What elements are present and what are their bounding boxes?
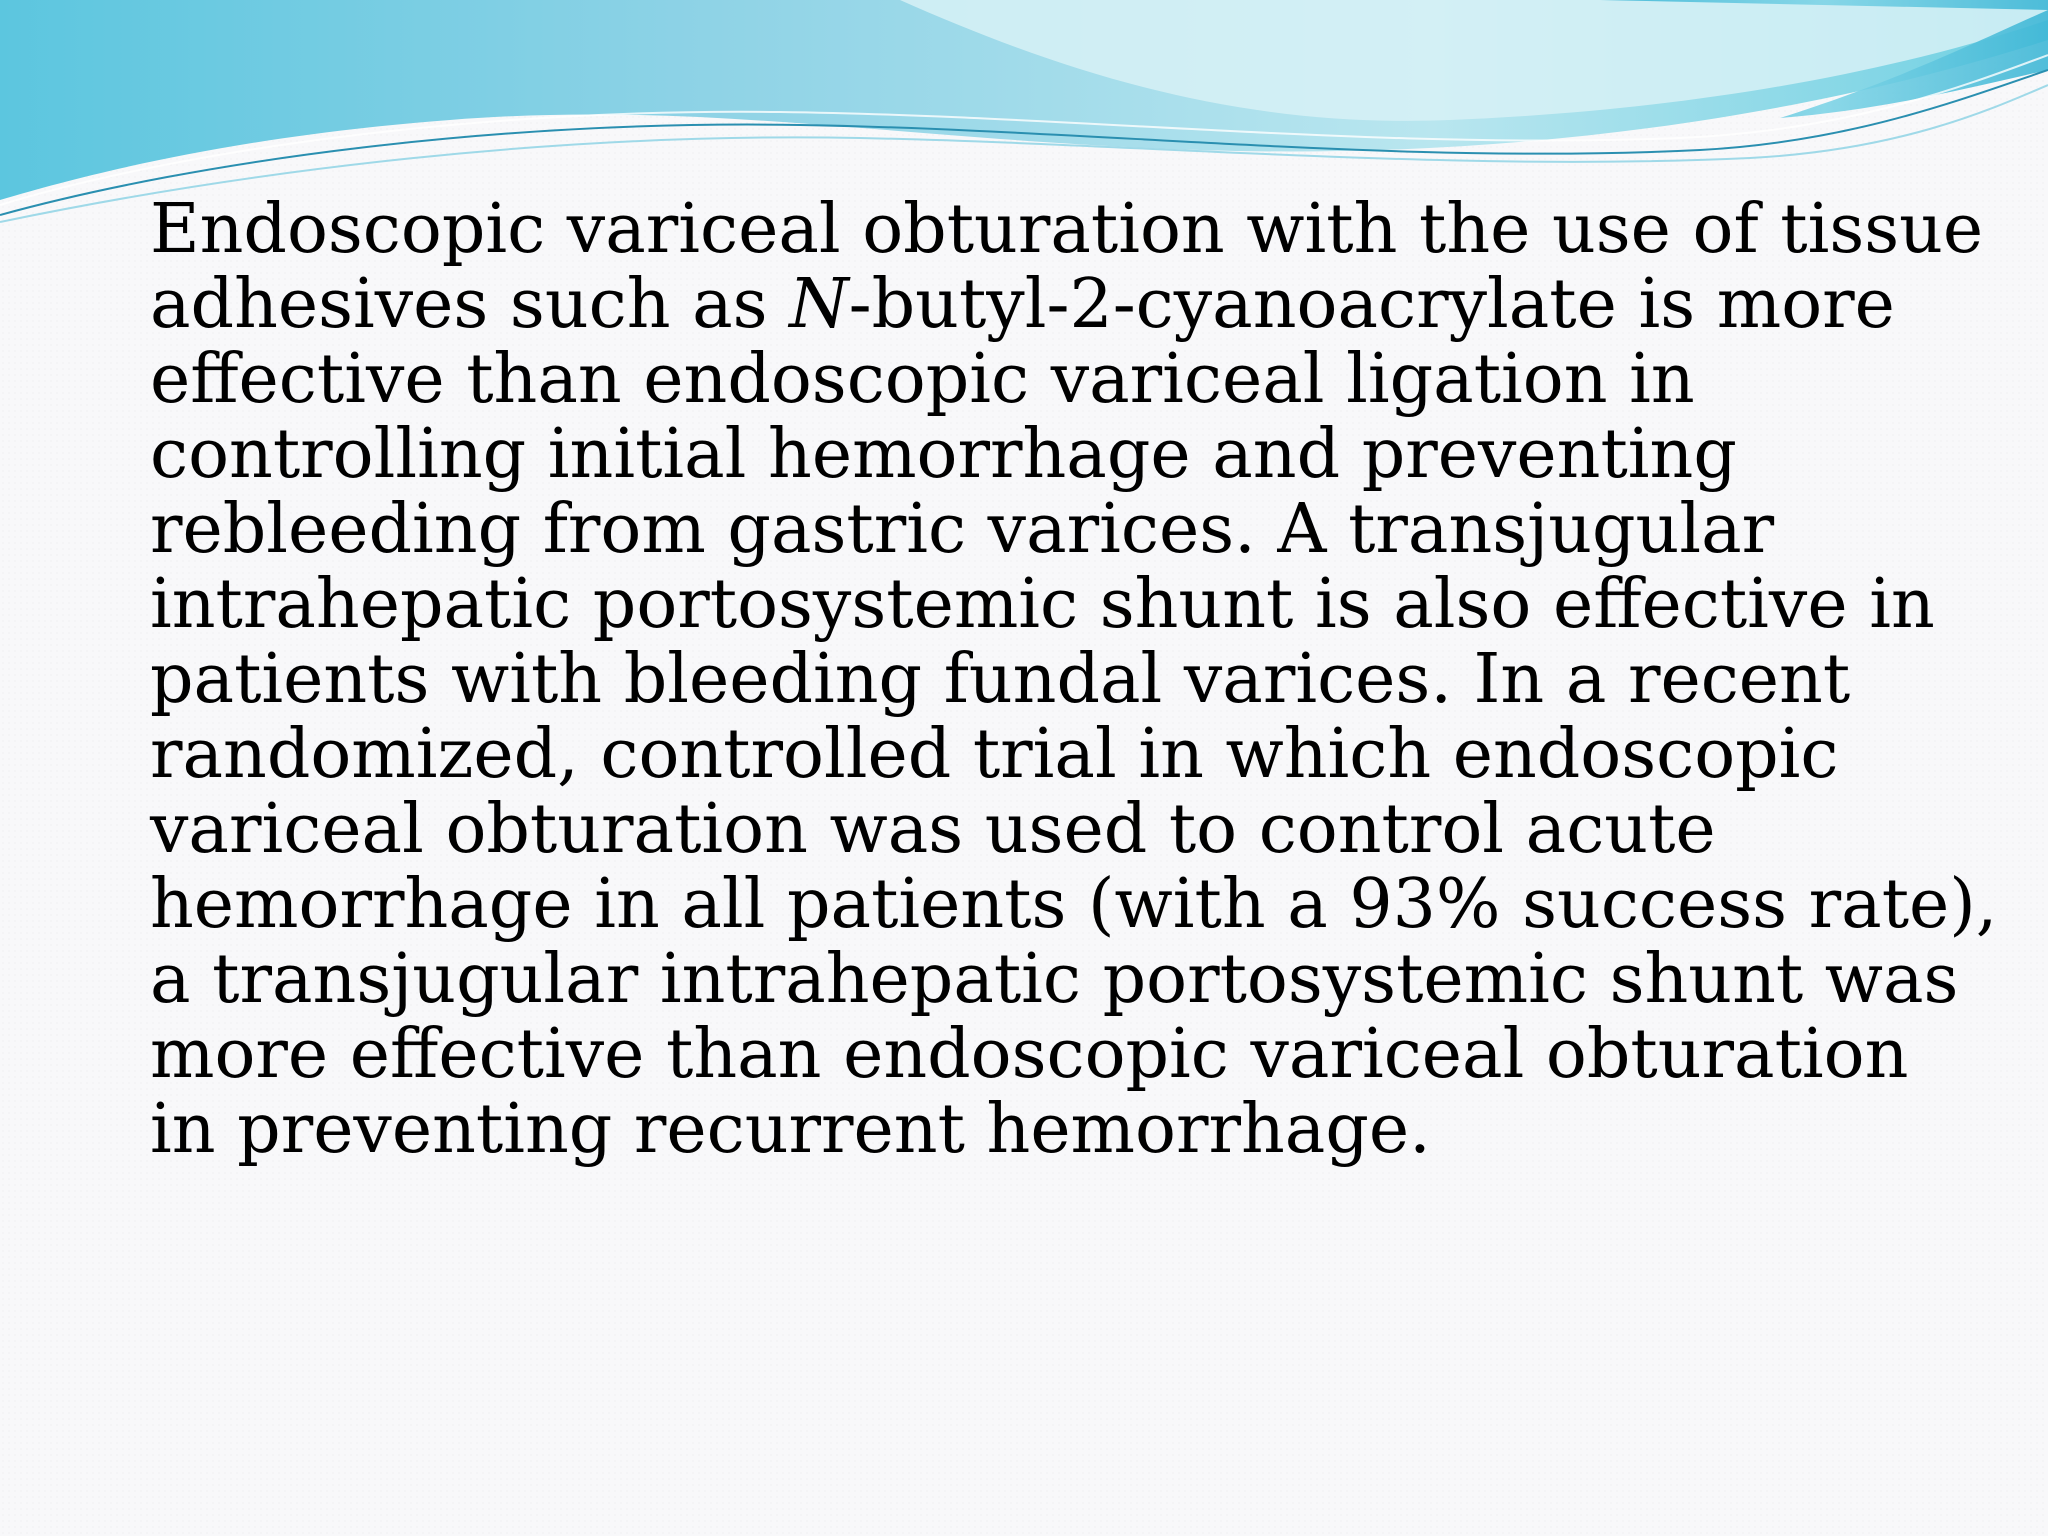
text-line: a transjugular intrahepatic portosystemic shunt was	[150, 940, 1959, 1019]
text-segment: adhesives such as	[150, 265, 790, 344]
text-line: patients with bleeding fundal varices. In a recent	[150, 640, 1851, 719]
text-line: variceal obturation was used to control acute	[150, 790, 1716, 869]
text-segment: -butyl-2-cyanoacrylate is more	[848, 265, 1895, 344]
text-line: controlling initial hemorrhage and preventing	[150, 415, 1737, 494]
italic-term: N	[789, 265, 849, 344]
text-line: in preventing recurrent hemorrhage.	[150, 1090, 1431, 1169]
text-line: more effective than endoscopic variceal obturation	[150, 1015, 1909, 1094]
text-line: effective than endoscopic variceal ligation in	[150, 340, 1695, 419]
text-line	[150, 267, 1950, 342]
slide-body-text	[150, 190, 1998, 1169]
text-line: Endoscopic variceal obturation with the use of tissue	[150, 190, 1984, 269]
text-line: intrahepatic portosystemic shunt is also effective in	[150, 565, 1935, 644]
text-line: rebleeding from gastric varices. A transjugular	[150, 490, 1775, 569]
text-line: randomized, controlled trial in which endoscopic	[150, 715, 1839, 794]
text-line: hemorrhage in all patients (with a 93% success rate),	[150, 865, 1998, 944]
